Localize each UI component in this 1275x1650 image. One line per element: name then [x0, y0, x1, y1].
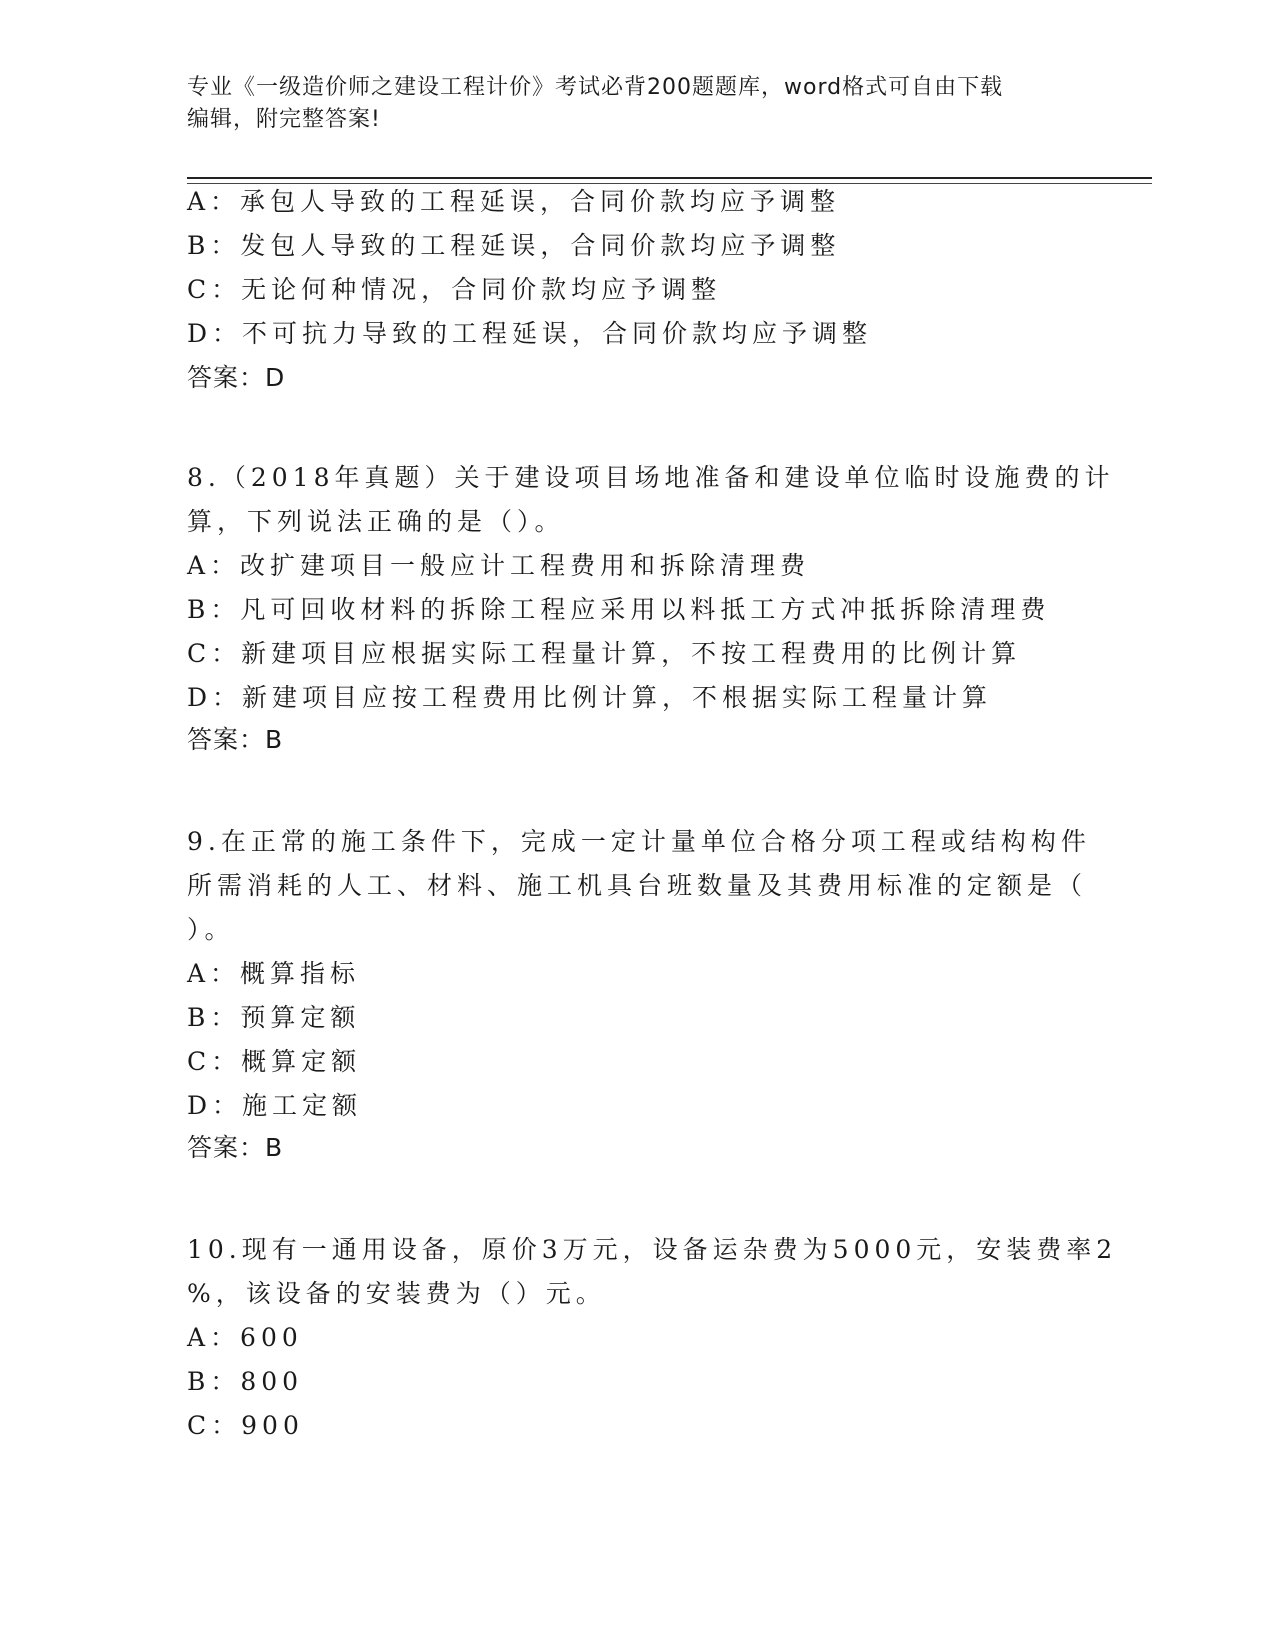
- q10-option-a: A：600: [187, 1323, 303, 1352]
- q10-stem-line-2: %，该设备的安装费为（）元。: [187, 1279, 606, 1308]
- q7-option-b: B：发包人导致的工程延误，合同价款均应予调整: [187, 231, 841, 260]
- q9-option-d: D：施工定额: [187, 1091, 363, 1120]
- q10-stem-line-1: 10.现有一通用设备，原价3万元，设备运杂费为5000元，安装费率2: [187, 1235, 1118, 1264]
- q7-option-a: A：承包人导致的工程延误，合同价款均应予调整: [187, 187, 841, 216]
- q7-option-d: D：不可抗力导致的工程延误，合同价款均应予调整: [187, 319, 873, 348]
- q9-answer: 答案：B: [187, 1133, 284, 1162]
- header-divider-thin: [187, 183, 1152, 184]
- q7-answer: 答案：D: [187, 363, 286, 392]
- q8-option-b: B：凡可回收材料的拆除工程应采用以料抵工方式冲抵拆除清理费: [187, 595, 1051, 624]
- q8-answer: 答案：B: [187, 725, 284, 754]
- q8-stem-line-2: 算，下列说法正确的是（）。: [187, 507, 565, 536]
- header-line-1: 专业《一级造价师之建设工程计价》考试必背200题题库，word格式可自由下载: [187, 75, 1004, 100]
- document-header: [187, 72, 1087, 136]
- header-line-2: 编辑，附完整答案!: [187, 107, 381, 132]
- q9-stem-line-2: 所需消耗的人工、材料、施工机具台班数量及其费用标准的定额是（: [187, 871, 1088, 900]
- q9-stem-line-1: 9.在正常的施工条件下，完成一定计量单位合格分项工程或结构构件: [187, 827, 1091, 856]
- q8-stem-line-1: 8.（2018年真题）关于建设项目场地准备和建设单位临时设施费的计: [187, 463, 1115, 492]
- q7-option-c: C：无论何种情况，合同价款均应予调整: [187, 275, 722, 304]
- q9-stem-line-3: ）。: [187, 915, 235, 944]
- header-divider-thick: [187, 177, 1152, 179]
- q8-option-c: C：新建项目应根据实际工程量计算，不按工程费用的比例计算: [187, 639, 1022, 668]
- q9-option-c: C：概算定额: [187, 1047, 362, 1076]
- q8-option-d: D：新建项目应按工程费用比例计算，不根据实际工程量计算: [187, 683, 993, 712]
- q8-option-a: A：改扩建项目一般应计工程费用和拆除清理费: [187, 551, 811, 580]
- q9-option-b: B：预算定额: [187, 1003, 361, 1032]
- q10-option-b: B：800: [187, 1367, 304, 1396]
- q9-option-a: A：概算指标: [187, 959, 361, 988]
- q10-option-c: C：900: [187, 1411, 304, 1440]
